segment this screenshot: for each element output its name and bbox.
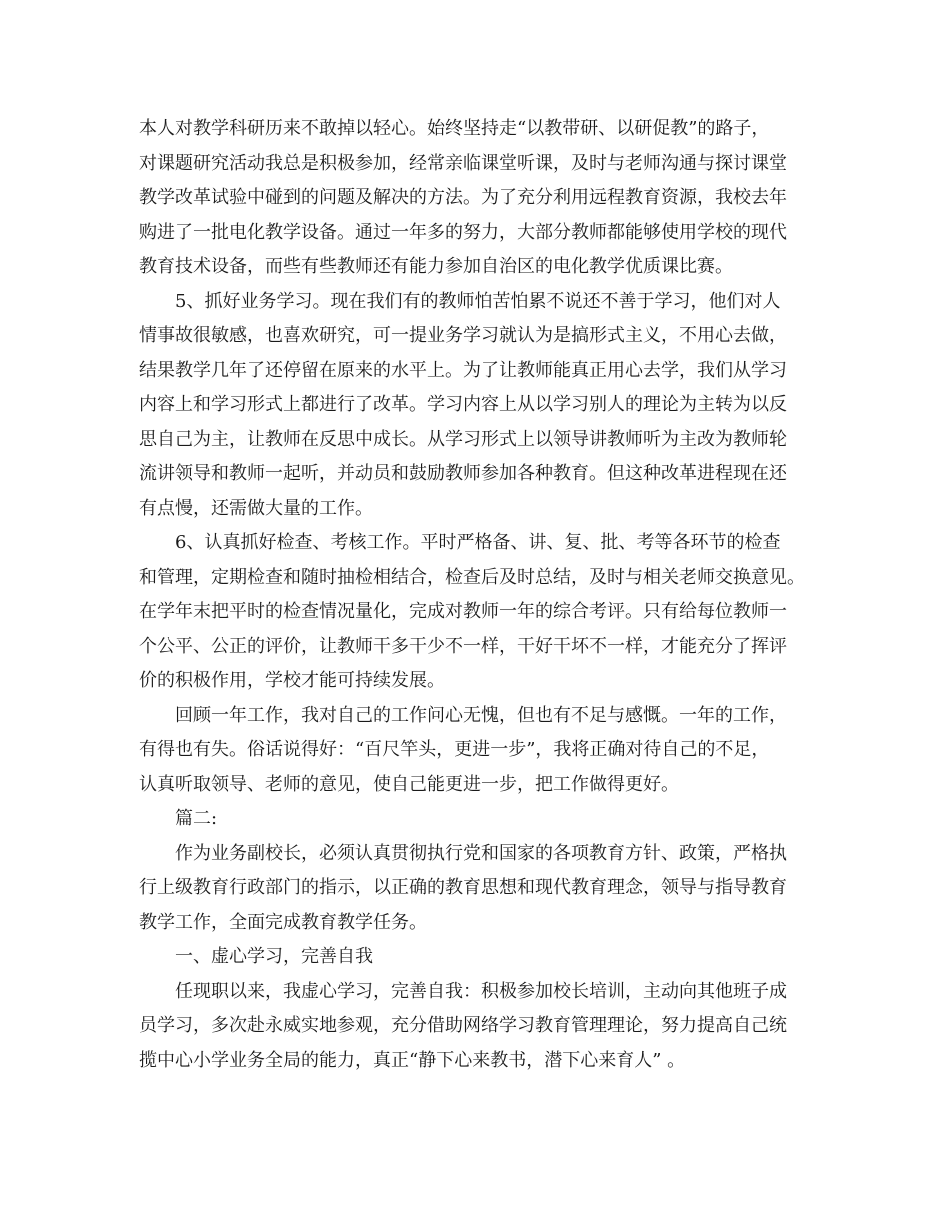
text-line: 教学工作，全面完成教育教学任务。 <box>139 911 427 933</box>
text-line: 价的积极作用，学校才能可持续发展。 <box>139 670 445 691</box>
text-line: 教育技术设备，而些有些教师还有能力参加自治区的电化教学优质课比赛。 <box>139 256 733 277</box>
text-line: 流讲领导和教师一起听，并动员和鼓励教师参加各种教育。但这种改革进程现在还 <box>139 463 787 484</box>
text-line: 行上级教育行政部门的指示，以正确的教育思想和现代教育理念，领导与指导教育 <box>139 877 787 898</box>
text-line: 有得也有失。俗话说得好：“百尺竿头，更进一步”，我将正确对待自己的不足， <box>139 739 770 760</box>
text-line: 认真听取领导、老师的意见，使自己能更进一步，把工作做得更好。 <box>139 773 679 795</box>
section-heading-part-two <box>139 802 839 837</box>
text-line: 思自己为主，让教师在反思中成长。从学习形式上以领导讲教师听为主改为教师轮 <box>139 428 787 450</box>
text-line: 6、认真抓好检查、考核工作。平时严格备、讲、复、批、考等各环节的检查 <box>175 532 781 553</box>
paragraph-learning <box>139 975 839 1079</box>
text-line: 任现职以来，我虚心学习，完善自我：积极参加校长培训，主动向其他班子成 <box>175 980 787 1002</box>
text-line: 教学改革试验中碰到的问题及解决的方法。为了充分利用远程教育资源，我校去年 <box>139 187 787 208</box>
text-line: 本人对教学科研历来不敢掉以轻心。始终坚持走“以教带研、以研促教”的路子， <box>139 118 770 139</box>
text-line: 情事故很敏感，也喜欢研究，可一提业务学习就认为是搞形式主义，不用心去做， <box>139 325 787 346</box>
text-line: 作为业务副校长，必须认真贯彻执行党和国家的各项教育方针、政策，严格执 <box>175 842 787 864</box>
text-line: 篇二: <box>175 808 218 829</box>
document-body <box>139 112 839 1078</box>
text-line: 员学习，多次赴永威实地参观，充分借助网络学习教育管理理论，努力提高自己统 <box>139 1015 787 1036</box>
text-line: 结果教学几年了还停留在原来的水平上。为了让教师能真正用心去学，我们从学习 <box>139 359 787 381</box>
paragraph-role <box>139 837 839 941</box>
text-line: 揽中心小学业务全局的能力，真正“静下心来教书，潜下心来育人” 。 <box>139 1049 686 1071</box>
text-line: 内容上和学习形式上都进行了改革。学习内容上从以学习别人的理论为主转为以反 <box>139 394 787 415</box>
text-line: 对课题研究活动我总是积极参加，经常亲临课堂听课，及时与老师沟通与探讨课堂 <box>139 152 787 174</box>
text-line: 有点慢，还需做大量的工作。 <box>139 497 373 519</box>
paragraph-review <box>139 699 839 803</box>
subheading-learning <box>139 940 839 975</box>
text-line: 和管理，定期检查和随时抽检相结合，检查后及时总结，及时与相关老师交换意见。 <box>139 566 805 588</box>
text-line: 5、抓好业务学习。现在我们有的教师怕苦怕累不说还不善于学习，他们对人 <box>175 290 781 312</box>
paragraph-item-6 <box>139 526 839 699</box>
text-line: 购进了一批电化教学设备。通过一年多的努力，大部分教师都能够使用学校的现代 <box>139 221 787 243</box>
text-line: 回顾一年工作，我对自己的工作问心无愧，但也有不足与感慨。一年的工作， <box>175 704 787 726</box>
text-line: 个公平、公正的评价，让教师干多干少不一样，干好干坏不一样，才能充分了挥评 <box>139 635 787 657</box>
paragraph-item-5 <box>139 285 839 527</box>
text-line: 在学年末把平时的检查情况量化，完成对教师一年的综合考评。只有给每位教师一 <box>139 601 787 622</box>
paragraph-research <box>139 112 839 285</box>
text-line: 一、虚心学习，完善自我 <box>175 946 373 967</box>
